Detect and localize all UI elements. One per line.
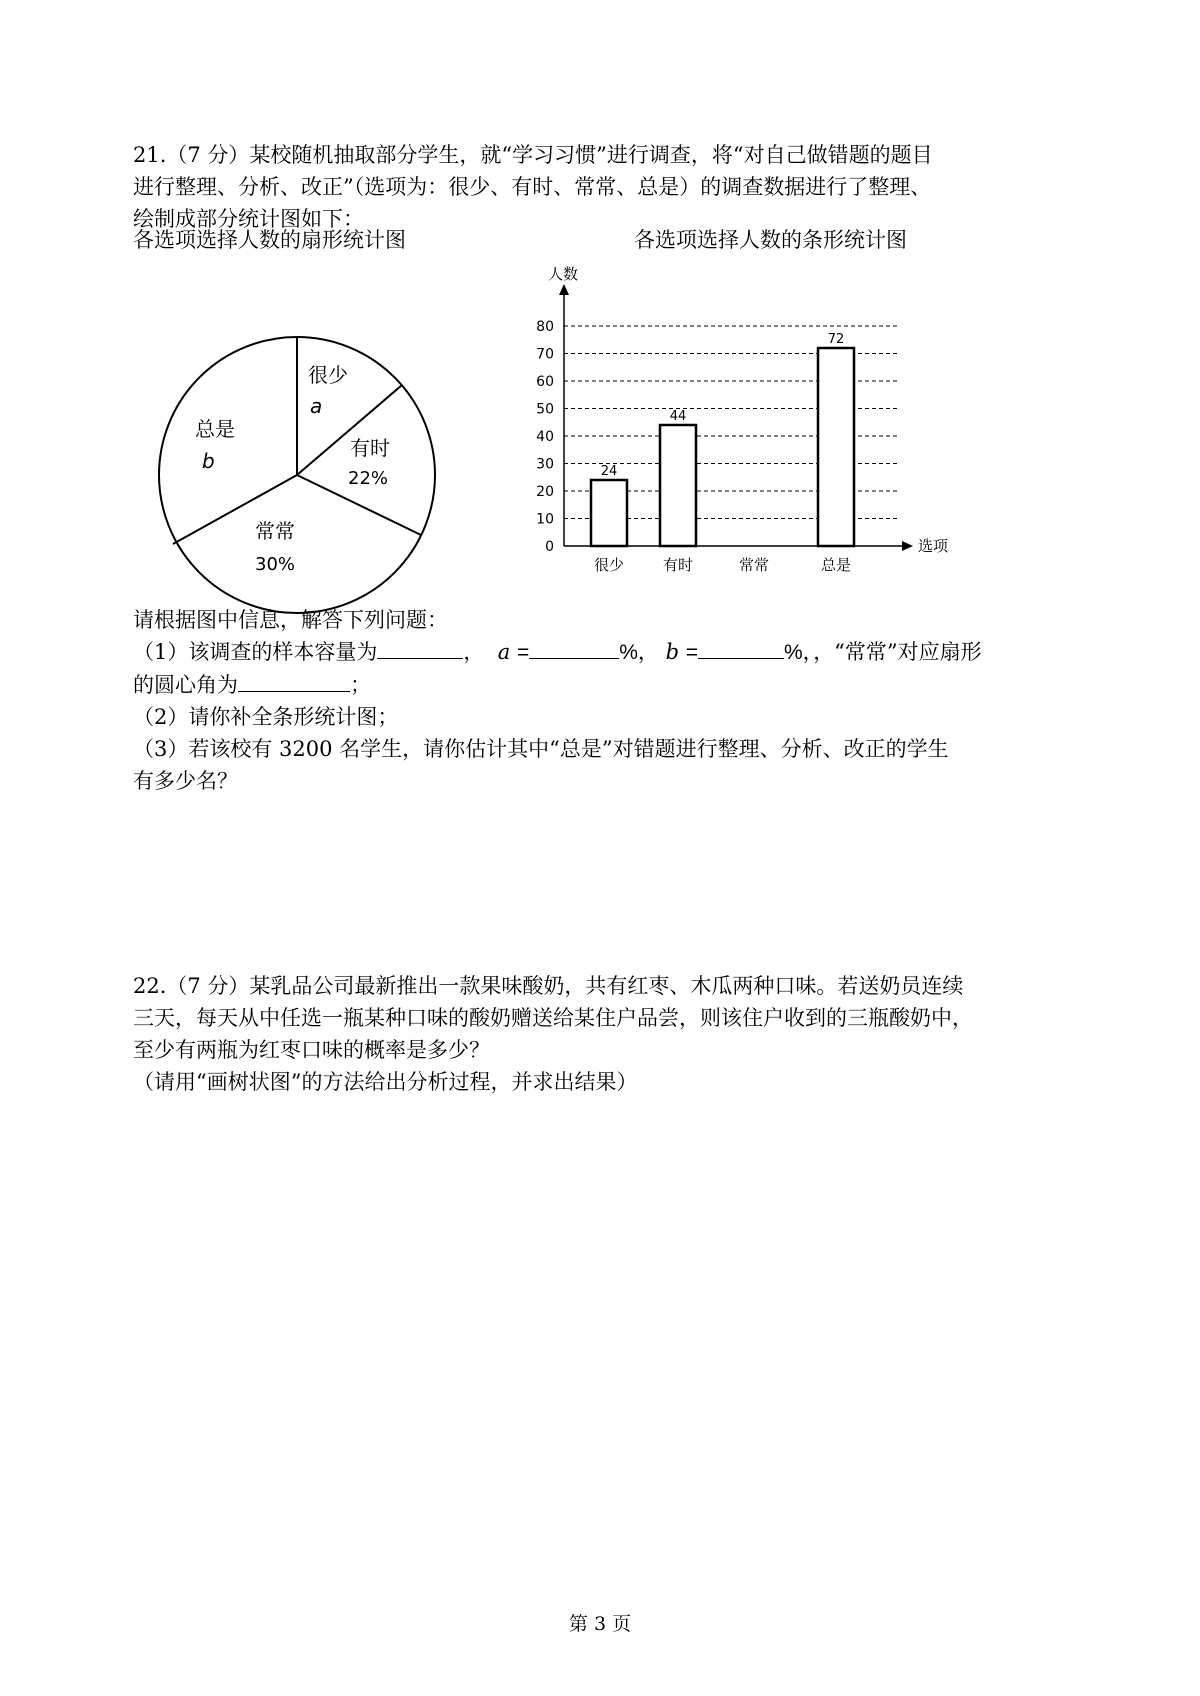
- y-tick-label: 30: [536, 456, 554, 473]
- equals-b: =: [685, 641, 698, 664]
- sample-size-blank[interactable]: [377, 636, 463, 659]
- x-category-label: 常常: [738, 556, 770, 574]
- pie-value-changchang: 30%: [255, 554, 296, 575]
- q21-part-3-line-1: （3）若该校有 3200 名学生，请你估计其中“总是”对错题进行整理、分析、改正的学生: [133, 737, 949, 761]
- x-category-label: 有时: [662, 556, 694, 574]
- q21-part-2: （2）请你补全条形统计图；: [133, 705, 399, 729]
- q21-prompt: 请根据图中信息，解答下列问题：: [133, 608, 448, 632]
- page-footer: 第 3 页: [568, 1613, 632, 1635]
- y-axis-label: 人数: [548, 265, 579, 283]
- q21-part-1-text-b: ，: [463, 640, 485, 664]
- q21-line-1: 21.（7 分）某校随机抽取部分学生，就“学习习惯”进行调查，将“对自己做错题的题目: [133, 143, 933, 167]
- question-21-intro: [133, 139, 1093, 235]
- b-blank[interactable]: [698, 636, 784, 659]
- y-tick-label: 20: [536, 484, 554, 500]
- q21-part-3-line-2: 有多少名？: [133, 769, 238, 793]
- q21-part-1-cont: [133, 669, 1093, 701]
- pie-label-youshi: 有时: [350, 436, 390, 460]
- pie-value-youshi: 22%: [348, 468, 389, 489]
- y-tick-label: 70: [536, 346, 554, 363]
- equals-a: =: [516, 641, 530, 664]
- pie-value-zongshi: b: [202, 449, 215, 473]
- pie-label-henshao: 很少: [308, 363, 348, 387]
- pie-value-henshao: a: [310, 394, 323, 418]
- pie-label-zongshi: 总是: [195, 417, 235, 441]
- x-axis-arrow: [902, 541, 913, 551]
- question-22: [133, 970, 1093, 1098]
- q21-part-1-text-a: （1）该调查的样本容量为: [133, 640, 378, 664]
- y-tick-label: 60: [536, 374, 554, 390]
- bar-chart-title: 各选项选择人数的条形统计图: [634, 228, 907, 252]
- bar-data-label: 72: [827, 332, 845, 347]
- x-category-label: 很少: [593, 556, 625, 574]
- q21-line-3: 绘制成部分统计图如下：: [133, 207, 364, 231]
- percent-a: %，: [619, 641, 659, 664]
- q22-line-2: 三天，每天从中任选一瓶某种口味的酸奶赠送给某住户品尝，则该住户收到的三瓶酸奶中，: [133, 1006, 973, 1030]
- y-tick-label: 80: [536, 319, 554, 335]
- var-b: b: [665, 640, 680, 664]
- percent-b: %，: [784, 641, 814, 664]
- x-axis-label: 选项: [918, 537, 949, 555]
- bar-data-label: 44: [669, 409, 687, 424]
- q21-part-1: [133, 636, 1093, 669]
- var-a: a: [497, 640, 511, 664]
- q21-part-1-text-c: ，“常常”对应扇形: [813, 640, 982, 664]
- bar-0: [591, 480, 627, 546]
- q21-line-2: 进行整理、分析、改正”（选项为：很少、有时、常常、总是）的调查数据进行了整理、: [133, 175, 932, 199]
- bar-3: [818, 348, 854, 546]
- angle-blank[interactable]: [238, 669, 350, 692]
- q21-part-1-text-d: 的圆心角为: [133, 673, 238, 697]
- question-21-parts: [133, 604, 1093, 797]
- y-axis-arrow: [559, 284, 569, 295]
- pie-label-changchang: 常常: [255, 519, 295, 543]
- q22-line-1: 22.（7 分）某乳品公司最新推出一款果味酸奶，共有红枣、木瓜两种口味。若送奶员连续: [133, 974, 964, 998]
- y-tick-label: 50: [536, 401, 554, 418]
- pie-chart-title: 各选项选择人数的扇形统计图: [133, 228, 406, 252]
- y-tick-label: 40: [536, 429, 554, 445]
- q22-line-4: （请用“画树状图”的方法给出分析过程，并求出结果）: [133, 1070, 638, 1094]
- q21-part-1-text-e: ；: [350, 673, 371, 697]
- bar-1: [660, 425, 696, 546]
- a-blank[interactable]: [529, 636, 619, 659]
- q22-line-3: 至少有两瓶为红枣口味的概率是多少？: [133, 1038, 490, 1062]
- y-tick-label: 0: [545, 539, 554, 555]
- x-category-label: 总是: [820, 556, 852, 574]
- y-tick-label: 10: [536, 511, 554, 528]
- pie-chart: [140, 320, 450, 630]
- bar-data-label: 24: [600, 464, 618, 479]
- bar-chart: [536, 265, 1040, 630]
